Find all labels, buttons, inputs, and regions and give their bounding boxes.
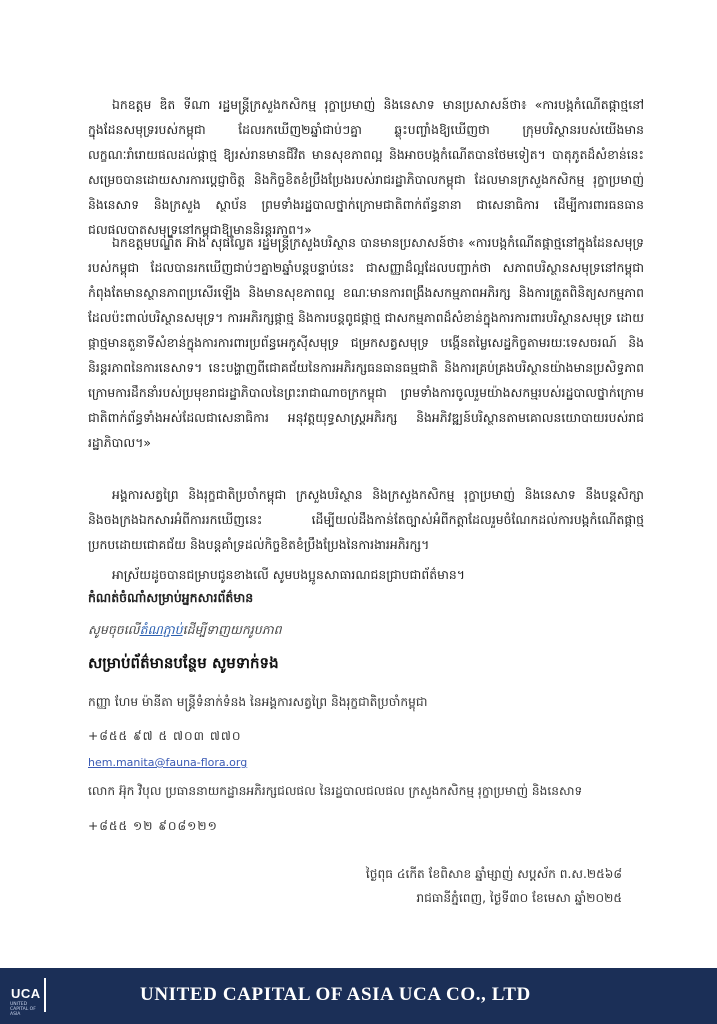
media-note [88, 622, 282, 641]
contact-email-link[interactable]: hem.manita@fauna-flora.org [88, 756, 248, 769]
footer-company-name: UNITED CAPITAL OF ASIA UCA CO., LTD [140, 984, 531, 1005]
media-note-suffix: ដើម្បីទាញយករូបភាព [182, 622, 282, 637]
solar-date: រាជធានីភ្នំពេញ, ថ្ងៃទី៣០ ខែមេសា ឆ្នាំ២០២៥ [416, 891, 622, 905]
contact-person-1: កញ្ញា ហែម ម៉ានីតា មន្ត្រីទំនាក់ទំនង នៃអង្គការសត្វព្រៃ និងរុក្ខជាតិប្រចាំកម្ពុជា [88, 695, 428, 709]
paragraph-closing [88, 562, 644, 587]
paragraph-text: ឯកឧត្តម ឌិត ទីណា រដ្ឋមន្ត្រីក្រសួងកសិកម្ម រុក្ខាប្រមាញ់ និងនេសាទ មានប្រសាសន៍ថា៖ «ការបង្កកំណើតផ្កាថ្មនៅក្នុងដែនសមុទ្ររបស់កម្ពុជា ដែលរកឃើញ២ឆ្នាំជាប់ៗគ្នា ឆ្លុះបញ្ចាំងឱ្យឃើញថា ក្រុមបរិស្ថានរបស់យើងមានលក្ខណៈរាំរោយផលដល់ផ្កាថ្ម ឱ្យរស់រានមានជីវិត មានសុខភាពល្អ និងអាចបង្កកំណើតបានថែមទៀត។ បាតុភូតដ៏សំខាន់នេះ សម្រេចបានដោយសារការប្តេជ្ញាចិត្ត និងកិច្ចខិតខំប្រឹងប្រែងរបស់រាជរដ្ឋាភិបាលកម្ពុជា ដែលមានក្រសួងកសិកម្ម រុក្ខាប្រមាញ់ និងនេសាទ និងក្រសួង ស្ថាប័ន ព្រមទាំងរដ្ឋបាលថ្នាក់ក្រោមជាតិពាក់ព័ន្ធនានា ជាសេនាធិការ ដើម្បីការពារធនធានជលផលបាតសមុទ្រនៅកម្ពុជាឱ្យមាននិរន្តរភាព។» [88, 97, 644, 237]
paragraph-text: អង្គការសត្វព្រៃ និងរុក្ខជាតិប្រចាំកម្ពុជា ក្រសួងបរិស្ថាន និងក្រសួងកសិកម្ម រុក្ខាប្រមាញ់ និងនេសាទ នឹងបន្តសិក្សា និងចងក្រងឯកសារអំពីការរកឃើញនេះ ដើម្បីយល់ដឹងកាន់តែច្បាស់អំពីកត្តាដែលរួមចំណែកដល់ការបង្កកំណើតផ្កាថ្មប្រកបដោយជោគជ័យ និងបន្តគាំទ្រដល់កិច្ចខិតខំប្រឹងប្រែងនៃការងារអភិរក្ស។ [88, 487, 644, 552]
media-note-prefix: សូមចុចលើ [88, 622, 140, 637]
paragraph-text: អាស្រ័យដូចបានជម្រាបជូនខាងលើ សូមបងប្អូនសាធារណជនជ្រាបជាព័ត៌មាន។ [112, 567, 465, 582]
paragraph-minister-agriculture [88, 92, 644, 242]
contact-phone-2: +៨៥៥ ១២ ៩០៨១២១ [88, 819, 218, 833]
contact-person-2: លោក អ៊ុក វិបុល ប្រធាននាយកដ្ឋានអភិរក្សជលផល នៃរដ្ឋបាលជលផល ក្រសួងកសិកម្ម រុក្ខាប្រមាញ់ និងនេសាទ [88, 784, 583, 798]
paragraph-text: ឯកឧត្តមបណ្ឌិត អ៊ាង សុផល្លែត រដ្ឋមន្ត្រីក្រសួងបរិស្ថាន បានមានប្រសាសន៍ថា៖ «ការបង្កកំណើតផ្កាថ្មនៅក្នុងដែនសមុទ្ររបស់កម្ពុជា ដែលបានរកឃើញជាប់ៗគ្នា២ឆ្នាំបន្តបន្ទាប់នេះ ជាសញ្ញាដ៏ល្អដែលបញ្ជាក់ថា សភាពបរិស្ថានសមុទ្រនៅកម្ពុជា កំពុងតែមានស្ថានភាពប្រសើរឡើង និងមានសុខភាពល្អ ខណៈមានការពង្រឹងសកម្មភាពអភិរក្ស និងការត្រួតពិនិត្យសកម្មភាពដែលប៉ះពាល់បរិស្ថានសមុទ្រ។ ការអភិរក្សផ្កាថ្ម និងការបន្តពូជផ្កាថ្ម ជាសកម្មភាពដ៏សំខាន់ក្នុងការការពារបរិស្ថានសមុទ្រ ដោយផ្កាថ្មមានតួនាទីសំខាន់ក្នុងការការពារប្រព័ន្ធអេកូស៊ីសមុទ្រ ជម្រកសត្វសមុទ្រ បង្កើនតម្លៃសេដ្ឋកិច្ចតាមរយៈទេសចរណ៍ និងនិរន្តរភាពនៃការនេសាទ។ នេះបង្ហាញពីជោគជ័យនៃការអភិរក្សធនធានធម្មជាតិ និងការគ្រប់គ្រងបរិស្ថានយ៉ាងមានប្រសិទ្ធភាព ក្រោមការដឹកនាំរបស់ប្រមុខរាជរដ្ឋាភិបាលនៃព្រះរាជាណាចក្រកម្ពុជា ព្រមទាំងការចូលរួមយ៉ាងសកម្មរបស់រដ្ឋបាលថ្នាក់ក្រោមជាតិពាក់ព័ន្ធទាំងអស់ដែលជាសេនាធិការ អនុវត្តយុទ្ធសាស្ត្រអភិរក្ស និងអភិវឌ្ឍន៍បរិស្ថានតាមគោលនយោបាយរបស់រាជរដ្ឋាភិបាល។» [88, 235, 644, 450]
paragraph-minister-environment [88, 230, 644, 455]
contact-heading: សម្រាប់ព័ត៌មានបន្ថែម សូមទាក់ទង [88, 654, 279, 672]
lunar-date: ថ្ងៃពុធ ៤កើត ខែពិសាខ ឆ្នាំម្សាញ់ សប្តស័ក ព.ស.២៥៦៨ [365, 867, 622, 881]
logo-mark [8, 978, 46, 1017]
logo-text: UCA [11, 986, 41, 1001]
image-download-link[interactable]: តំណភ្ជាប់ [139, 622, 183, 637]
paragraph-organizations [88, 482, 644, 557]
media-note-heading: កំណត់ចំណាំសម្រាប់អ្នកសារព័ត៌មាន [88, 590, 254, 605]
uca-logo [0, 968, 56, 1024]
contact-phone-1: +៨៥៥ ៩៧ ៥ ៧០៣ ៧៧០ [88, 729, 242, 743]
logo-subtext: UNITED CAPITAL OF ASIA [10, 1002, 36, 1017]
